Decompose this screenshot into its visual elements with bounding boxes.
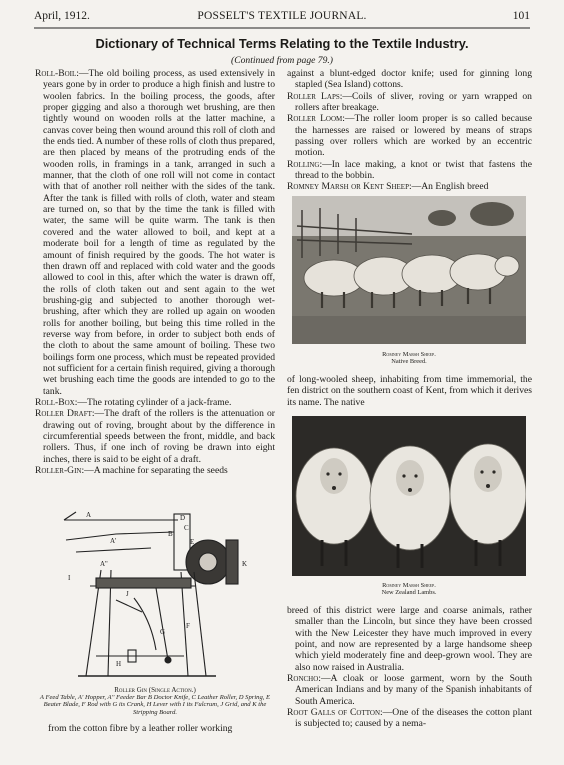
entry-roll-boil: Roll-Boil:—The old boiling process, as used extensively in years gone by in order to produce a high finish and lustre to woolen fabrics. In the boiling process, the goods, after proper gigging and also a thorough wet brushing, are then tightly wound on wooden rolls at the latter machine, a canvas cover being then wound around this roll of cloth and the ends tied. A number of these rolls of cloth thus prepared, are then placed by means of the protruding ends of the wooden rolls, in framings in a tank, arranged in such a manner, that the cloth of one roll will not come in contact with that of another roll neither with the sides of the tank. After the tank is filled with rolls of cloth, water and steam are turned on, so that by the time the tank is filled with water, the same will be quite warm. The tank is then covered and the water allowed to boil, and kept at a moderate boil for a length of time as regulated by the amount of finish required by the goods. The hot water is then drawn off and replaced with cold water and the goods allowed to cool in this, after which the water is drawn off, the rolls of cloth taken out and sent again to the wet brushing-gig and subjected to another thorough wet-brushing, after which they are rolled up again on wooden rolls for another boiling, but being this time rolled in the reverse way from before, in order to subject both ends of the cloth to about the same amount of boiling. These two boilings form one process, which must be repeated provided not sufficient for a certain finish required, giving a thorough wet brushing each time the goods are intended to go to the tank. <box>35 68 275 397</box>
right-column-top <box>287 68 532 193</box>
roller-gin-legend <box>37 687 273 716</box>
right-middle-text: of long-wooled sheep, inhabiting from time immemorial, the fen district on the southern coast of Kent, from which it derives its name. The native <box>287 374 532 408</box>
page-number: 101 <box>512 10 530 22</box>
header-rule <box>34 27 530 30</box>
issue-date: April, 1912. <box>34 10 90 22</box>
label-C: C <box>184 524 189 532</box>
entry-root-galls: Root Galls of Cotton:—One of the diseases the cotton plant is subjected to; caused by a nema- <box>287 707 532 730</box>
label-A2: A'' <box>100 560 108 568</box>
label-D: D <box>180 514 186 522</box>
entry-continuation: against a blunt-edged doctor knife; used for ginning long stapled (Sea Island) cottons. <box>287 68 532 91</box>
romney-nz-lambs-photo <box>292 416 526 576</box>
entry-romney-continuation: breed of this district were large and coarse animals, rather smaller than the Lincoln, but since they have been crossed with the New Leicester they have much improved in every point, and now are represented by a large handsome sheep which yield moderately fine and deep-grown wool. They are also now raised in Australia. <box>287 605 532 673</box>
running-header <box>34 10 530 24</box>
entry-roller-loom: Roller Loom:—The roller loom proper is so called because the harnesses are raised or lowered by means of straps passing over rollers which are worked by an eccentric motion. <box>287 113 532 159</box>
article-title: Dictionary of Technical Terms Relating to the Textile Industry. <box>95 36 469 51</box>
entry-romney-marsh: Romney Marsh or Kent Sheep:—An English breed <box>287 181 489 193</box>
entry-roller-gin: Roller-Gin:—A machine for separating the seeds <box>35 465 228 477</box>
entry-roller-draft: Roller Draft:—The draft of the rollers is the attenuation or drawing out of roving, brought about by the difference in circumferential speeds between the front, middle, and back rollers. Thus, if one inch of roving be drawn into eight inches, there is said to be eight of a draft. <box>35 408 275 465</box>
entry-roller-laps: Roller Laps:—Coils of sliver, roving or yarn wrapped on rollers after breakage. <box>287 90 532 114</box>
label-E: E <box>190 538 195 546</box>
label-J: J <box>126 590 129 598</box>
right-column-bottom <box>287 605 532 730</box>
entry-rolling: Rolling:—In lace making, a knot or twist that fastens the thread to the bobbin. <box>287 158 532 182</box>
photo1-caption-sub: Native Breed. <box>391 358 427 365</box>
photo1-caption-title: Romney Marsh Sheep. <box>382 351 436 358</box>
photo1-caption <box>292 351 526 365</box>
roller-gin-legend-text: A Feed Table, A' Hopper, A'' Feeder Bar B Doctor Knife, C Leather Roller, D Spring, E Beater Blade, F Rod with G its Crank, H Lever with I its Fulcrum, J Grid, and K the Stripping Board. <box>39 694 271 716</box>
label-G: G <box>160 628 166 636</box>
label-B: B <box>168 530 173 538</box>
entry-roncho: Roncho:—A cloak or loose garment, worn by the South American Indians and by many of the Spanish inhabitants of South America. <box>287 673 532 707</box>
roller-gin-diagram <box>56 500 256 682</box>
entry-roll-box: Roll-Box:—The rotating cylinder of a jack-frame. <box>35 396 232 408</box>
label-F: F <box>186 622 190 630</box>
photo2-caption-sub: New Zealand Lambs. <box>381 589 437 596</box>
label-I: I <box>68 574 71 582</box>
left-column <box>35 68 275 476</box>
diagram-letters <box>68 511 247 668</box>
left-bottom-text: from the cotton fibre by a leather roller working <box>48 723 233 734</box>
label-H: H <box>116 660 122 668</box>
journal-name: POSSELT'S TEXTILE JOURNAL. <box>197 10 367 22</box>
photo2-caption <box>292 582 526 596</box>
label-A1: A' <box>110 537 117 545</box>
label-A: A <box>86 511 92 519</box>
romney-native-photo <box>292 196 526 344</box>
label-K: K <box>242 560 248 568</box>
roller-gin-caption: Roller Gin (Single Action.) <box>114 686 196 694</box>
continued-note: (Continued from page 79.) <box>231 55 333 66</box>
photo2-caption-title: Romney Marsh Sheep. <box>382 582 436 589</box>
